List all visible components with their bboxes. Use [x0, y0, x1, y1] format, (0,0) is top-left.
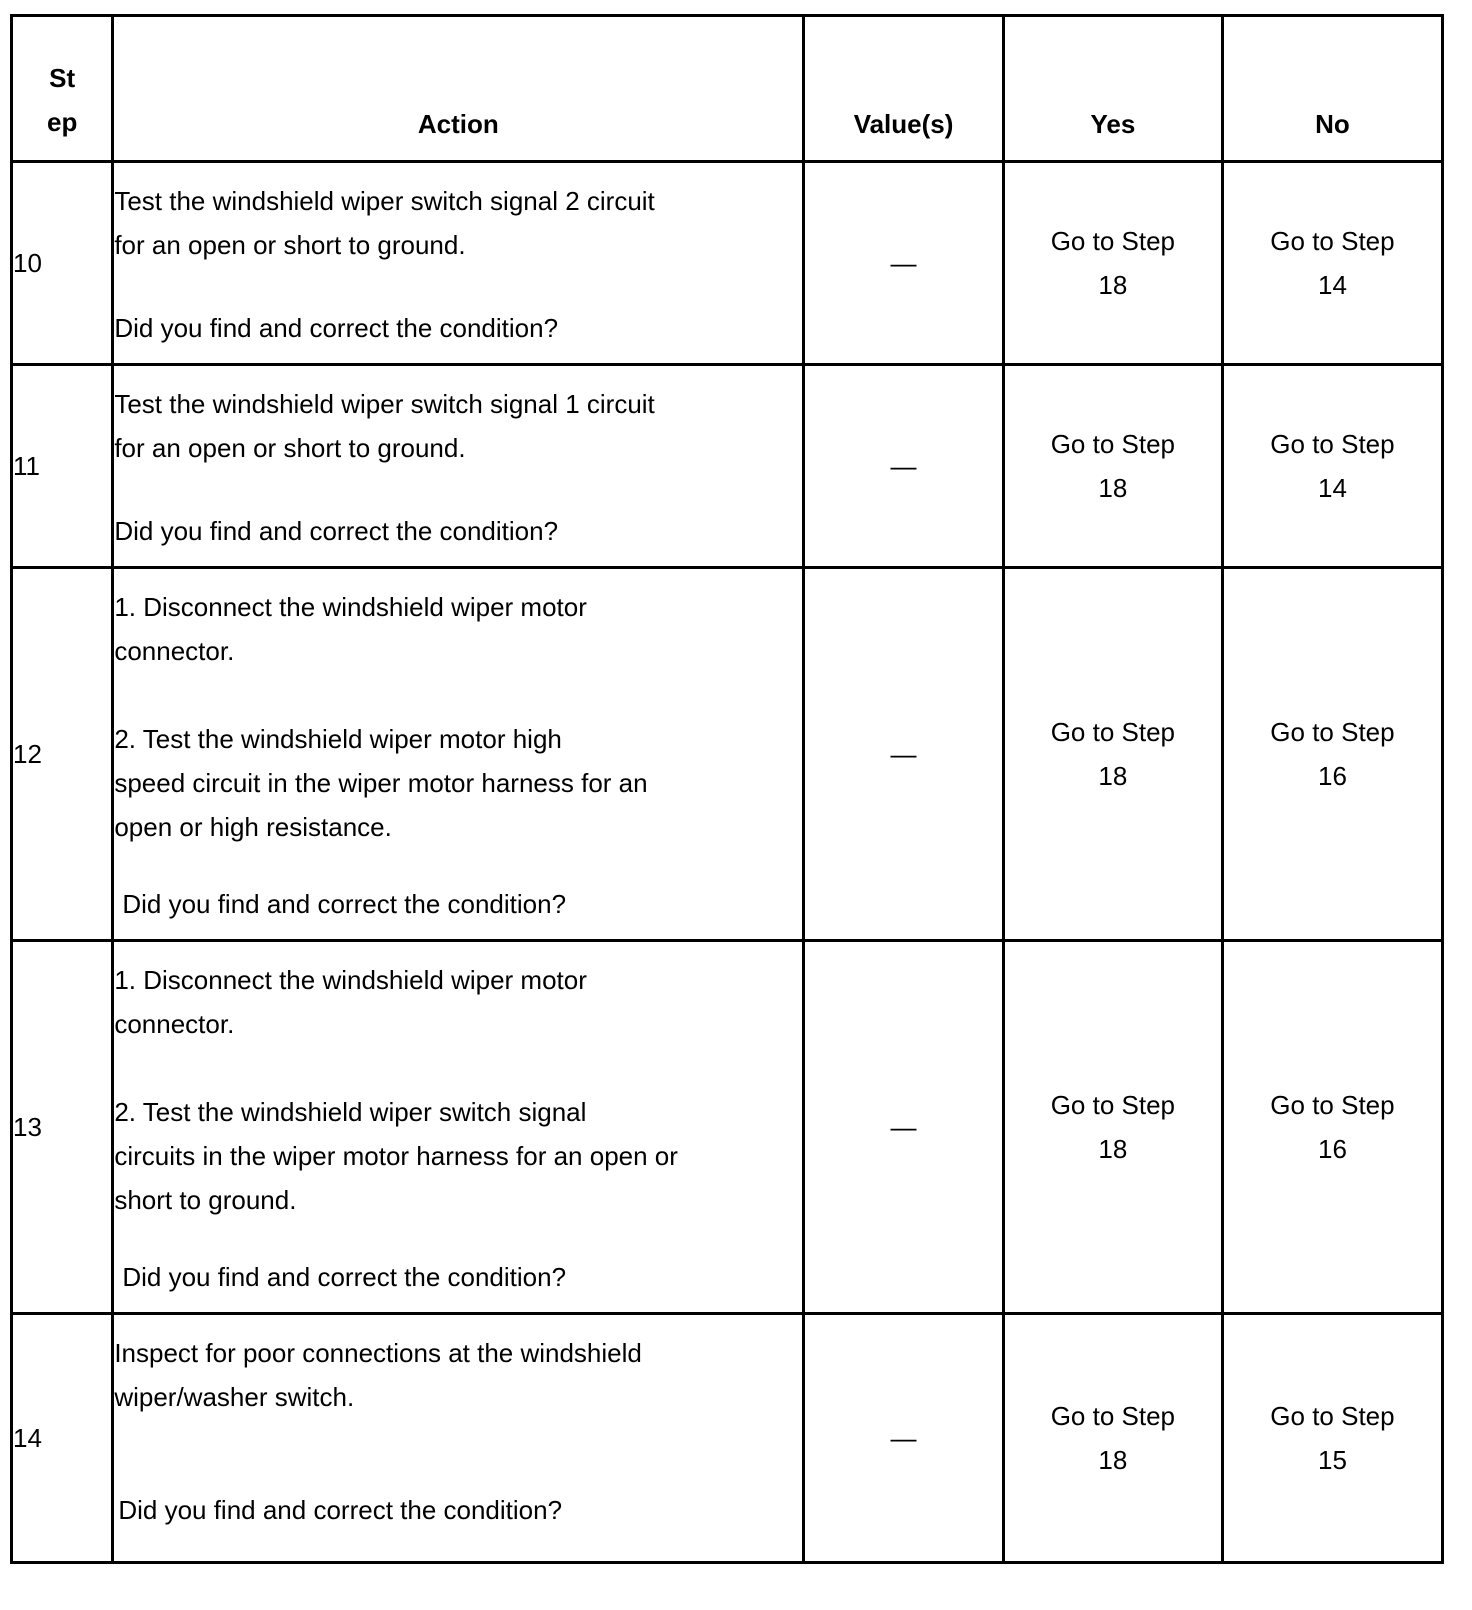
- yes-label: Go to Step: [1050, 1090, 1176, 1120]
- value-cell: —: [804, 365, 1004, 568]
- action-cell: [113, 365, 804, 568]
- action-question: Did you find and correct the condition?: [114, 312, 559, 343]
- header-action: Action: [113, 16, 804, 162]
- table-row: [12, 1314, 1443, 1563]
- action-text: Inspect for poor connections at the windshield wiper/washer switch.: [114, 1337, 642, 1412]
- yes-label: Go to Step: [1050, 226, 1176, 256]
- action-cell: [113, 568, 804, 941]
- yes-label: Go to Step: [1050, 717, 1176, 747]
- diagnostic-table: [10, 14, 1444, 1564]
- table-row: [12, 941, 1443, 1314]
- action-item-1: 1. Disconnect the windshield wiper motor connector.: [114, 964, 587, 1039]
- step-number: 12: [12, 568, 113, 941]
- yes-label: Go to Step: [1050, 1401, 1176, 1431]
- yes-step: 18: [1098, 761, 1128, 791]
- no-cell: [1222, 365, 1442, 568]
- yes-cell: [1003, 941, 1222, 1314]
- table-row: [12, 365, 1443, 568]
- no-cell: [1222, 1314, 1442, 1563]
- yes-step: 18: [1098, 1445, 1128, 1475]
- yes-cell: [1003, 162, 1222, 365]
- value-cell: —: [804, 941, 1004, 1314]
- action-text: Test the windshield wiper switch signal 1 circuit for an open or short to ground.: [114, 388, 655, 463]
- no-step: 16: [1317, 761, 1347, 791]
- action-question: Did you find and correct the condition?: [114, 515, 559, 546]
- no-cell: [1222, 162, 1442, 365]
- yes-label: Go to Step: [1050, 429, 1176, 459]
- action-cell: [113, 162, 804, 365]
- action-item-2: 2. Test the windshield wiper switch signal circuits in the wiper motor harness for an open or short to ground.: [114, 1096, 678, 1215]
- action-cell: [113, 941, 804, 1314]
- action-question: Did you find and correct the condition?: [118, 1494, 563, 1525]
- no-label: Go to Step: [1270, 717, 1395, 747]
- no-step: 15: [1317, 1445, 1347, 1475]
- yes-step: 18: [1098, 270, 1128, 300]
- no-cell: [1222, 941, 1442, 1314]
- no-step: 14: [1317, 473, 1347, 503]
- value-cell: —: [804, 568, 1004, 941]
- yes-cell: [1003, 365, 1222, 568]
- action-item-2: 2. Test the windshield wiper motor high speed circuit in the wiper motor harness for an open or high resistance.: [114, 723, 648, 842]
- action-question: Did you find and correct the condition?: [122, 888, 567, 919]
- no-step: 16: [1317, 1134, 1347, 1164]
- header-yes: Yes: [1003, 16, 1222, 162]
- yes-cell: [1003, 568, 1222, 941]
- action-text: Test the windshield wiper switch signal 2 circuit for an open or short to ground.: [114, 185, 655, 260]
- yes-step: 18: [1098, 473, 1128, 503]
- no-label: Go to Step: [1270, 429, 1395, 459]
- header-values: Value(s): [804, 16, 1004, 162]
- table-row: [12, 162, 1443, 365]
- step-number: 11: [12, 365, 113, 568]
- no-label: Go to Step: [1270, 1401, 1395, 1431]
- value-cell: —: [804, 162, 1004, 365]
- action-question: Did you find and correct the condition?: [122, 1261, 567, 1292]
- no-step: 14: [1317, 270, 1347, 300]
- no-label: Go to Step: [1270, 226, 1395, 256]
- action-cell: [113, 1314, 804, 1563]
- header-step: St ep: [12, 16, 113, 162]
- no-cell: [1222, 568, 1442, 941]
- table-row: [12, 568, 1443, 941]
- no-label: Go to Step: [1270, 1090, 1395, 1120]
- yes-step: 18: [1098, 1134, 1128, 1164]
- step-number: 10: [12, 162, 113, 365]
- yes-cell: [1003, 1314, 1222, 1563]
- value-cell: —: [804, 1314, 1004, 1563]
- header-no: No: [1222, 16, 1442, 162]
- step-number: 14: [12, 1314, 113, 1563]
- action-item-1: 1. Disconnect the windshield wiper motor connector.: [114, 591, 587, 666]
- step-number: 13: [12, 941, 113, 1314]
- header-row: [12, 16, 1443, 162]
